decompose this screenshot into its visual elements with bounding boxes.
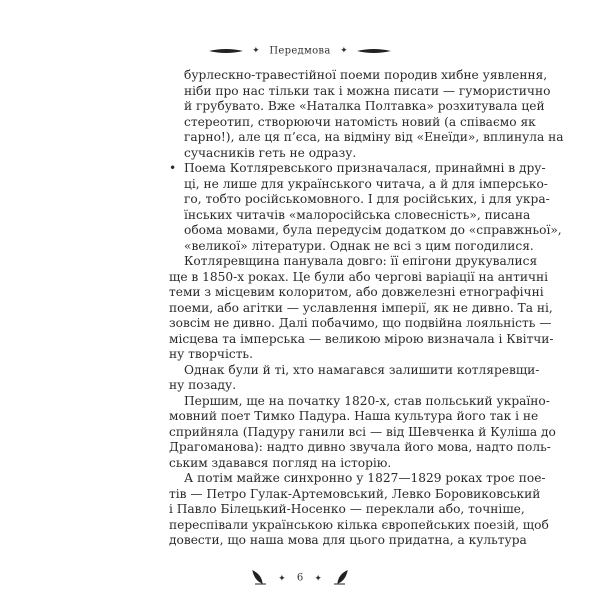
text-line: теми з місцевим колоритом, або довжелезні етнографічні — [169, 285, 544, 299]
text-line: довести, що наша мова для цього придатна, а культура — [169, 533, 527, 547]
text-line: стереотип, створюючи натомість новий (а співаємо як — [184, 114, 536, 129]
text-line: зовсім не дивно. Далі побачимо, що подвійна лояльність — — [169, 316, 552, 330]
text-line: поеми, або агітки — уславлення імперії, як не дивно. Та ні, — [169, 300, 553, 315]
text-line: ну творчість. — [169, 347, 253, 361]
leaf-ornament-right-icon — [357, 48, 391, 54]
text-line: обома мовами, була передусім додатком до «справжньої», — [184, 223, 562, 237]
text-line: мовний поет Тимко Падура. Наша культура його так і не — [169, 409, 539, 423]
text-line: А потім майже синхронно у 1827—1829 роках троє пое- — [184, 471, 546, 485]
running-header — [0, 44, 600, 59]
star-icon: ✦ — [340, 46, 348, 56]
text-line: Поема Котляревського призначалася, принаймні в дру- — [184, 161, 546, 175]
paragraph — [169, 254, 554, 363]
text-line: Котляревщина панувала довго: її епігони друкувалися — [184, 254, 538, 268]
star-icon: ✦ — [278, 573, 286, 584]
text-line: ніби про нас тільки так і можна писати — гумористично — [184, 83, 551, 98]
text-line: місцева та імперська — великою мірою визначала і Квітчи- — [169, 331, 554, 346]
text-line: Драгоманова): надто дивно звучала його мова, надто поль- — [169, 440, 551, 454]
body-text — [169, 68, 564, 549]
leaf-ornament-right-icon — [333, 570, 349, 586]
text-line: сприйняла (Падуру ганили всі — від Шевченка й Куліша до — [169, 424, 556, 439]
text-line: го, тобто російськомовного. І для російських, і для укра- — [184, 192, 550, 206]
leaf-ornament-left-icon — [209, 48, 243, 54]
bullet-paragraph — [169, 161, 562, 254]
paragraph — [169, 393, 556, 472]
text-line: тів — Петро Гулак-Артемовський, Левко Боровиковський — [169, 486, 541, 501]
paragraph — [169, 68, 564, 161]
text-line: «великої» літератури. Однак не всі з цим погодилися. — [184, 238, 534, 253]
text-line: ну позаду. — [169, 378, 237, 392]
text-line: Однак були й ті, хто намагався залишити котляревщи- — [184, 362, 540, 377]
text-line: переспівали українською кілька європейських поезій, щоб — [169, 517, 549, 532]
star-icon: ✦ — [252, 46, 260, 56]
star-icon: ✦ — [314, 573, 322, 584]
text-line: ці, не лише для українського читача, а й для імперсько- — [184, 176, 548, 191]
text-line: й грубувато. Вже «Наталка Полтавка» розхитувала цей — [184, 99, 545, 113]
paragraph — [169, 471, 549, 549]
text-line: і Павло Білецький-Носенко — переклали або, точніше, — [169, 502, 525, 516]
header-title: Передмова — [269, 45, 331, 57]
text-line: Першим, ще на початку 1820-х, став польський україно- — [184, 393, 550, 408]
text-line: бурлескно-травестійної поеми породив хибне уявлення, — [184, 68, 548, 82]
paragraph — [169, 362, 540, 394]
leaf-ornament-left-icon — [251, 570, 267, 586]
page-number: 6 — [296, 572, 304, 584]
text-line: їнських читачів «малоросійська словесність», писана — [184, 207, 531, 222]
text-line: сучасників геть не одразу. — [184, 145, 357, 160]
text-line: ським здавався погляд на історію. — [169, 455, 392, 470]
text-line: ще в 1850-х роках. Це були або чергові варіації на античні — [169, 269, 549, 284]
page-footer — [0, 570, 600, 587]
bullet-icon: • — [169, 161, 177, 175]
text-line: гарно!), але ця п’єса, на відміну від «Енеїди», вплинула на — [184, 130, 564, 144]
